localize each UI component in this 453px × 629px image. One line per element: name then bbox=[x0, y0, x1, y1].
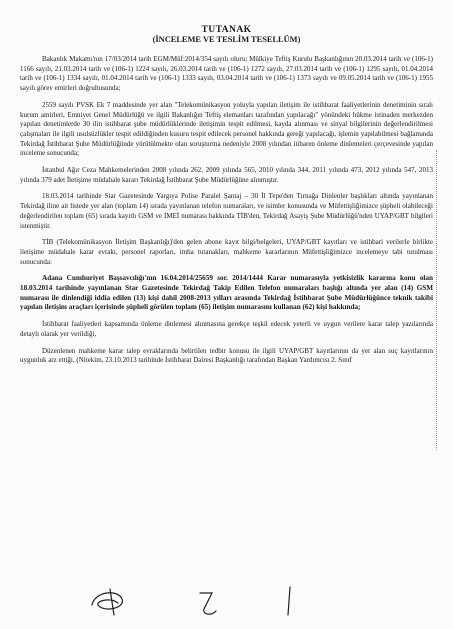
paragraph-8: Düzenlenen mahkeme karar talep evraklarında belirtilen tedbir konusu ile ilgili UYAP/GBT kayıtlarının da yer alan suç kayıtlarının uygunluk arz ettiği, (Nitekim, 23.10.2013 tarihinde İstihbarat Dairesi Başkanlığı tarafından Başkan Yardımcısı 2. Sınıf bbox=[20, 346, 433, 365]
document-title: TUTANAK bbox=[201, 24, 252, 35]
document-subtitle: (İNCELEME VE TESLİM TESELLÜM) bbox=[152, 35, 301, 44]
paragraph-1: Bakanlık Makamı'nın 17/03/2014 tarih EGM/Müf:2014/354 sayılı oluru; Mülkiye Teftiş Kurulu Başkanlığının 20.03.2014 tarih ve (106-1) 1166 sayılı, 21.03.2014 tarih ve (106-1) 1224 sayılı, 26.03.2014 tarih ve (106-1) 1272 sayılı, 27.03.2014 tarih ve (106-1) 1295 sayılı, 01.04.2014 tarih ve (106-1) 1334 sayılı, 01.04.2014 tarih ve (106-1) 1333 sayılı, 03.04.2014 tarih ve (106-1) 1373 sayılı ve 09.05.2014 tarih ve (106-1) 1955 sayılı görev emirleri doğrultusunda; bbox=[20, 55, 433, 93]
paragraph-5: TİB (Telekomünikasyon İletişim Başkanlığı)'den gelen abone kayıt bilgi/belgeleri, UYAP/GBT kayıtları ve istihbari verilerle birlikte iletişime müdahale karar evrakı, personel raporları, imha tutanakları, mahkeme kararlarının Müfettişliğimizce incelemeye tabi tutulması sonucunda: bbox=[20, 238, 433, 266]
paragraph-7: İstihbarat faaliyetleri kapsamında önleme dinlemesi alınmasına gerekçe teşkil edecek yeterli ve uygun verilere karar talep yazılarında detaylı olarak yer verildiği, bbox=[20, 320, 433, 338]
signature-3 bbox=[288, 587, 290, 615]
paragraph-6: Adana Cumhuriyet Başsavcılığı'nın 16.04.2014/25659 sor. 2014/1444 Karar numarasıyla yetkisizlik kararına konu olan 18.03.2014 tarihinde yayınlanan Star Gazetesinde Tekirdağ Takip Edilen Telefon numaraları başlığı altında yer alan (14) GSM numarası ile dinlendiği iddia edilen (13) kişi dahil 2008-2013 yılları arasında Tekirdağ İstihbarat Şube Müdürlüğünce teknik takibi yapılan iletişim araçları içerisinde şüpheli görülen toplam (65) iletişim numarasını kullanan (62) kişi hakkında; bbox=[20, 274, 433, 312]
paragraph-3: İstanbul Ağır Ceza Mahkemelerinden 2008 yılında 262, 2009 yılında 565, 2010 yılında 344, 2011 yılında 473, 2012 yılında 547, 2013 yılında 379 adet İletişime müdahale kararı Tekirdağ İstihbarat Şube Müdürlüğüne alınmıştır. bbox=[20, 166, 433, 184]
signature-1 bbox=[92, 589, 122, 615]
margin-mark bbox=[434, 150, 437, 450]
paragraph-2: 2559 sayılı PVSK Ek 7 maddesinde yer alan "Telekomünikasyon yoluyla yapılan iletişim ile istihbarat faaliyetlerinin denetiminin sıralı kurum amirleri, Emniyet Genel Müdürlüğü ve ilgili Bakanlığın Teftiş elemanları tarafından yapılacağı" yönündeki hükme istinaden merkezden yapılan denetimlerde 30 ilin istihbarat şube müdürlüklerinde iletişimin tespit edilmesi, kayda alınması ve sinyal bilgilerinin değerlendirilmesi çalışmaları ile ilgili usulsüzlükler tespit edildiğinden kusuru tespit edilecek personel hakkında gereği yapılacağı, işlemin yapılabilmesi bağlamında Tekirdağ İstihbarat Şube Müdürlüğünde yürütülmekte olan soruşturma nedeniyle 2008 yılından itibaren önleme dinlemeleri çerçevesinde yapılan inceleme sonucunda; bbox=[20, 100, 433, 158]
handwritten-signatures bbox=[0, 575, 453, 621]
paragraph-4: 18.03.2014 tarihinde Star Gazetesinde Yargıya Polise Paralel Şantaj – 30 İl Tepe'den Tırnağa Dinlenler başlıkları altında yayınlanan Tekirdağ iline ait listede yer alan (toplam 14) sırada yayınlanan telefon numaraları, ve isimler konusunda ve Müfettişliğimizce şüpheli olabileceği değerlendirilen toplam (65) sırada kayıtlı GSM ve İMEİ numarası hakkında TİB'den, Tekirdağ Asayiş Şube Müdürlüğü'nden UYAP/GBT bilgileri istenmiştir. bbox=[20, 192, 433, 230]
signature-2 bbox=[200, 593, 216, 614]
